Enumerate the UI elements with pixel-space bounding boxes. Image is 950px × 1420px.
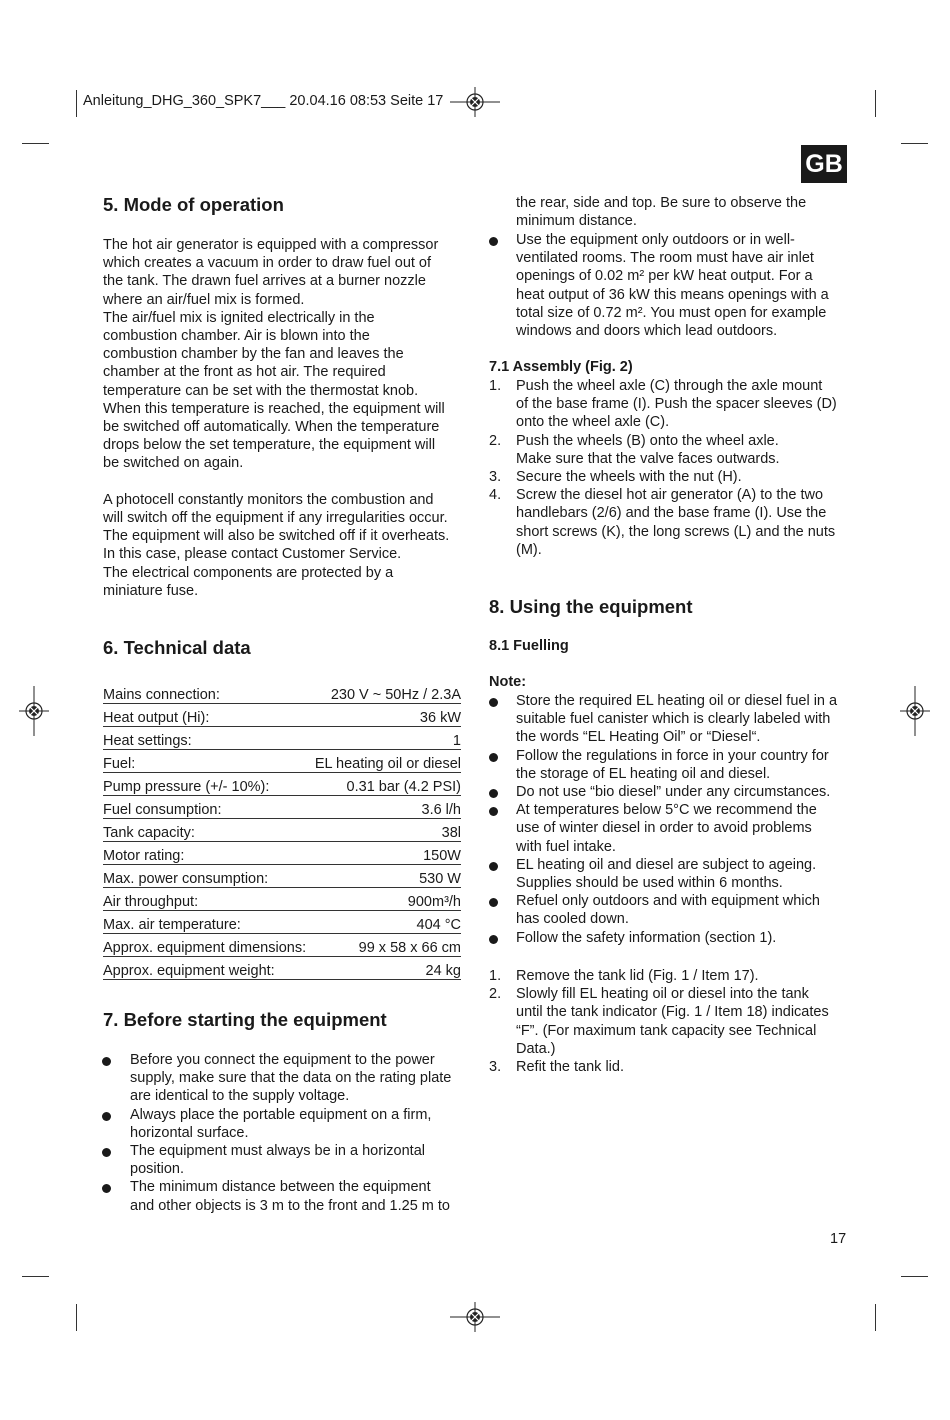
spec-label: Fuel consumption: [103, 796, 311, 819]
text-line: Always place the portable equipment on a firm, [130, 1106, 432, 1123]
text-line: EL heating oil and diesel are subject to ageing. [516, 856, 817, 873]
bullet-icon [102, 1057, 111, 1066]
assembly-steps [489, 377, 856, 559]
step-number: 2. [489, 432, 502, 449]
crop-mark [76, 1304, 77, 1331]
spec-value: 38l [311, 819, 461, 842]
text-line: the storage of EL heating oil and diesel. [516, 765, 771, 782]
text-line: suitable fuel canister which is clearly labeled with [516, 711, 831, 728]
crop-mark [22, 143, 49, 144]
bullet-icon [489, 237, 498, 246]
section-5-body [103, 236, 473, 600]
text-line: ventilated rooms. The room must have air inlet [516, 250, 814, 267]
table-row [103, 727, 461, 750]
step-number: 2. [489, 986, 502, 1003]
text-line: Do not use “bio diesel” under any circumstances. [516, 784, 831, 801]
text-line: The equipment must always be in a horizontal [130, 1143, 425, 1160]
list-item [489, 1058, 856, 1076]
text-line: of the base frame (I). Push the spacer sleeves (D) [516, 396, 837, 413]
text-line: Screw the diesel hot air generator (A) to the two [516, 487, 824, 504]
table-row [103, 865, 461, 888]
note-label: Note: [489, 674, 527, 690]
registration-mark-icon [450, 1302, 500, 1332]
table-row [103, 888, 461, 911]
crop-mark [875, 1304, 876, 1331]
registration-mark-icon [450, 87, 500, 117]
list-item [130, 1142, 475, 1178]
list-item [489, 432, 856, 468]
spec-label: Max. power consumption: [103, 865, 311, 888]
text-line: The minimum distance between the equipment [130, 1179, 431, 1196]
table-row [103, 773, 461, 796]
table-row [103, 957, 461, 980]
spec-label: Heat output (Hi): [103, 704, 311, 727]
step-number: 1. [489, 378, 502, 394]
text-line: Secure the wheels with the nut (H). [516, 469, 742, 486]
list-item [130, 1051, 475, 1106]
section-7-1-title: 7.1 Assembly (Fig. 2) [489, 359, 633, 375]
list-item [489, 377, 856, 432]
text-line: miniature fuse. [103, 582, 199, 599]
bullet-icon [102, 1184, 111, 1193]
list-item [516, 692, 856, 747]
text-line: be switched on again. [103, 455, 244, 472]
bullet-icon [102, 1112, 111, 1121]
list-item [516, 801, 856, 856]
text-line: Follow the regulations in force in your country for [516, 747, 829, 764]
table-row [103, 750, 461, 773]
section-5-title: 5. Mode of operation [103, 194, 284, 215]
section-7-bullets-continued [516, 231, 856, 340]
text-line: are identical to the supply voltage. [130, 1088, 350, 1105]
text-line: Supplies should be used within 6 months. [516, 875, 783, 892]
bullet-icon [489, 935, 498, 944]
text-line: The hot air generator is equipped with a compressor [103, 237, 439, 253]
text-line: Push the wheel axle (C) through the axle mount [516, 378, 823, 394]
spec-value: 36 kW [311, 704, 461, 727]
text-line: be switched off automatically. When the temperature [103, 419, 440, 436]
text-line: supply, make sure that the data on the rating plate [130, 1070, 452, 1087]
text-line: In this case, please contact Customer Service. [103, 546, 402, 563]
text-line: Use the equipment only outdoors or in well- [516, 232, 795, 248]
spec-value: 530 W [311, 865, 461, 888]
text-line: Store the required EL heating oil or diesel fuel in a [516, 693, 838, 709]
text-line: Refit the tank lid. [516, 1059, 624, 1076]
technical-data-table [103, 681, 461, 980]
text-line: position. [130, 1161, 185, 1178]
crop-mark [901, 1276, 928, 1277]
spec-label: Approx. equipment weight: [103, 957, 311, 980]
text-line: Refuel only outdoors and with equipment which [516, 893, 820, 910]
text-line: Push the wheels (B) onto the wheel axle. [516, 432, 779, 449]
spec-value: 24 kg [311, 957, 461, 980]
crop-mark [76, 90, 77, 117]
page-number: 17 [830, 1231, 847, 1247]
list-item [516, 929, 856, 947]
table-row [103, 934, 461, 957]
section-7-title: 7. Before starting the equipment [103, 1009, 387, 1030]
table-row [103, 819, 461, 842]
text-line: Make sure that the valve faces outwards. [516, 450, 780, 467]
crop-mark [901, 143, 928, 144]
text-line: has cooled down. [516, 911, 629, 928]
text-line: minimum distance. [516, 213, 637, 230]
print-header: Anleitung_DHG_360_SPK7___ 20.04.16 08:53 Seite 17 [83, 93, 444, 109]
table-row [103, 911, 461, 934]
list-item [516, 747, 856, 783]
text-line: drops below the set temperature, the equipment will [103, 437, 436, 454]
text-line: Follow the safety information (section 1). [516, 929, 777, 946]
spec-value: 1 [311, 727, 461, 750]
fuelling-steps [489, 967, 856, 1076]
spec-value: 99 x 58 x 66 cm [311, 934, 461, 957]
crop-mark [22, 1276, 49, 1277]
text-line: At temperatures below 5°C we recommend the [516, 802, 817, 819]
bullet-icon [489, 898, 498, 907]
bullet-icon [489, 807, 498, 816]
table-row [103, 796, 461, 819]
spec-label: Air throughput: [103, 888, 311, 911]
text-line: “F”. (For maximum tank capacity see Technical [516, 1022, 817, 1039]
text-line: The air/fuel mix is ignited electrically in the [103, 309, 375, 326]
section-5-paragraph-2 [103, 491, 473, 600]
text-line: the rear, side and top. Be sure to observe the [516, 195, 807, 211]
spec-value: 230 V ~ 50Hz / 2.3A [311, 681, 461, 704]
spec-label: Mains connection: [103, 681, 311, 704]
list-item [516, 231, 856, 340]
spec-label: Motor rating: [103, 842, 311, 865]
list-item [489, 967, 856, 985]
text-line: Before you connect the equipment to the power [130, 1052, 435, 1068]
section-8-title: 8. Using the equipment [489, 596, 693, 617]
text-line: onto the wheel axle (C). [516, 414, 670, 431]
registration-mark-icon [19, 686, 49, 736]
list-item [516, 856, 856, 892]
spec-label: Tank capacity: [103, 819, 311, 842]
text-line: The electrical components are protected by a [103, 564, 394, 581]
spec-value: EL heating oil or diesel [311, 750, 461, 773]
text-line: temperature can be set with the thermostat knob. [103, 382, 419, 399]
text-line: combustion chamber. Air is blown into the [103, 328, 370, 345]
bullet-icon [489, 862, 498, 871]
text-line: where an air/fuel mix is formed. [103, 291, 305, 308]
text-line: The equipment will also be switched off if it overheats. [103, 528, 450, 545]
list-item [130, 1106, 475, 1142]
text-line: horizontal surface. [130, 1124, 249, 1141]
text-line: total size of 0.72 m². You must open for example [516, 304, 827, 321]
bullet-icon [489, 698, 498, 707]
text-line: chamber at the front as hot air. The required [103, 364, 386, 381]
step-number: 3. [489, 1059, 502, 1076]
bullet-icon [489, 789, 498, 798]
text-line: openings of 0.02 m² per kW heat output. For a [516, 268, 813, 285]
text-line: will switch off the equipment if any irregularities occur. [103, 510, 448, 527]
section-7-bullets [130, 1051, 475, 1215]
spec-value: 3.6 l/h [311, 796, 461, 819]
section-7-continued [516, 194, 856, 230]
registration-mark-icon [900, 686, 930, 736]
text-line: the words “EL Heating Oil” or “Diesel“. [516, 729, 761, 746]
step-number: 4. [489, 487, 502, 504]
list-item [489, 985, 856, 1058]
spec-value: 404 °C [311, 911, 461, 934]
text-line: use of winter diesel in order to avoid problems [516, 820, 812, 837]
text-line: the tank. The drawn fuel arrives at a burner nozzle [103, 273, 426, 290]
section-8-1-title: 8.1 Fuelling [489, 638, 569, 654]
crop-mark [875, 90, 876, 117]
bullet-icon [489, 753, 498, 762]
text-line: combustion chamber by the fan and leaves the [103, 346, 404, 363]
list-item [516, 783, 856, 801]
section-5-paragraph-1 [103, 236, 473, 473]
spec-label: Heat settings: [103, 727, 311, 750]
text-line: which creates a vacuum in order to draw fuel out of [103, 255, 432, 272]
text-line: until the tank indicator (Fig. 1 / Item 18) indicates [516, 1004, 829, 1021]
list-item [489, 486, 856, 559]
text-line: A photocell constantly monitors the combustion and [103, 491, 434, 508]
text-line: handlebars (2/6) and the base frame (I). Use the [516, 505, 827, 522]
table-row [103, 681, 461, 704]
step-number: 1. [489, 968, 502, 984]
spec-value: 900m³/h [311, 888, 461, 911]
text-line: with fuel intake. [516, 838, 616, 855]
text-line: and other objects is 3 m to the front and 1.25 m to [130, 1197, 450, 1214]
text-line: heat output of 36 kW this means openings with a [516, 286, 829, 303]
list-item [516, 892, 856, 928]
text-line: Slowly fill EL heating oil or diesel into the tank [516, 986, 809, 1003]
spec-label: Fuel: [103, 750, 311, 773]
text-line: short screws (K), the long screws (L) and the nuts [516, 523, 836, 540]
step-number: 3. [489, 469, 502, 486]
spec-label: Max. air temperature: [103, 911, 311, 934]
table-row [103, 842, 461, 865]
language-badge: GB [801, 145, 847, 183]
list-item [130, 1178, 475, 1214]
section-6-title: 6. Technical data [103, 637, 251, 658]
spec-value: 150W [311, 842, 461, 865]
bullet-icon [102, 1148, 111, 1157]
text-line: Data.) [516, 1040, 556, 1057]
text-line: (M). [516, 541, 542, 558]
text-line: windows and doors which lead outdoors. [516, 323, 778, 340]
list-item [489, 468, 856, 486]
fuelling-notes [516, 692, 856, 947]
spec-label: Approx. equipment dimensions: [103, 934, 311, 957]
spec-label: Pump pressure (+/- 10%): [103, 773, 311, 796]
table-row [103, 704, 461, 727]
text-line: Remove the tank lid (Fig. 1 / Item 17). [516, 968, 759, 984]
text-line: When this temperature is reached, the equipment will [103, 400, 445, 417]
spec-value: 0.31 bar (4.2 PSI) [311, 773, 461, 796]
